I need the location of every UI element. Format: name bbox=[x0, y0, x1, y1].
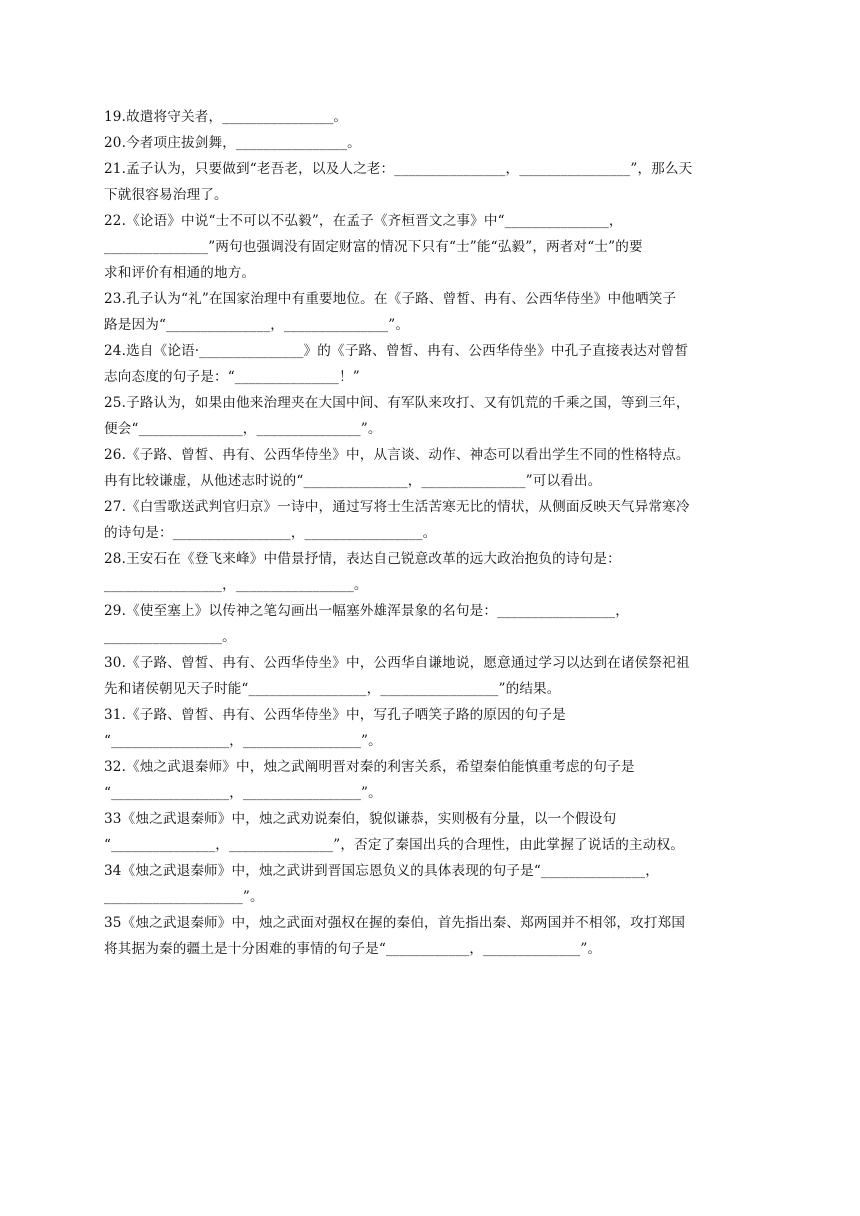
q30-line-2: 先和诸侯朝见天子时能“_________________，_________________”的结果。 bbox=[104, 681, 561, 697]
q23-line-2: 路是因为“_______________，_______________”。 bbox=[104, 317, 410, 333]
q35-line-2: 将其据为秦的疆土是十分困难的事情的句子是“____________，______________”。 bbox=[104, 941, 602, 957]
q21-line-1: 21.孟子认为，只要做到“老吾老，以及人之老：________________，________________”，那么天 bbox=[104, 161, 693, 177]
q29-line-2: _________________。 bbox=[104, 629, 236, 645]
q20-line-1: 20.今者项庄拔剑舞，________________。 bbox=[104, 135, 361, 151]
q29-line-1: 29.《使至塞上》以传神之笔勾画出一幅塞外雄浑景象的名句是：_________________， bbox=[104, 603, 629, 619]
q23-line-1: 23.孔子认为“礼”在国家治理中有重要地位。在《子路、曾皙、冉有、公西华侍坐》中他哂笑子 bbox=[104, 291, 677, 307]
q31-line-2: “_________________，_________________”。 bbox=[104, 733, 382, 749]
q33-line-2: “_______________，_______________”，否定了秦国出兵的合理性，由此掌握了说话的主动权。 bbox=[104, 837, 684, 853]
q28-line-2: _________________，_________________。 bbox=[104, 577, 368, 593]
q28-line-1: 28.王安石在《登飞来峰》中借景抒情，表达自己锐意改革的远大政治抱负的诗句是： bbox=[104, 551, 621, 567]
q21-line-2: 下就很容易治理了。 bbox=[104, 187, 228, 203]
q26-line-2: 冉有比较谦虚，从他述志时说的“_______________，_______________”可以看出。 bbox=[104, 473, 602, 489]
q27-line-2: 的诗句是：_________________，_________________。 bbox=[104, 525, 437, 541]
q19-line-1: 19.故遣将守关者，________________。 bbox=[104, 109, 348, 125]
question-list bbox=[104, 104, 768, 962]
q32-line-1: 32.《烛之武退秦师》中，烛之武阐明晋对秦的利害关系，希望秦伯能慎重考虑的句子是 bbox=[104, 759, 635, 775]
q30-line-1: 30.《子路、曾皙、冉有、公西华侍坐》中，公西华自谦地说，愿意通过学习以达到在诸侯祭祀祖 bbox=[104, 655, 690, 671]
q34-line-2: ____________________”。 bbox=[104, 889, 264, 905]
q31-line-1: 31.《子路、曾皙、冉有、公西华侍坐》中，写孔子哂笑子路的原因的句子是 bbox=[104, 707, 566, 723]
q22-line-3: 求和评价有相通的地方。 bbox=[104, 265, 256, 281]
q25-line-1: 25.子路认为，如果由他来治理夹在大国中间、有军队来攻打、又有饥荒的千乘之国，等到三年， bbox=[104, 395, 690, 411]
q35-line-1: 35《烛之武退秦师》中，烛之武面对强权在握的秦伯，首先指出秦、郑两国并不相邻，攻打郑国 bbox=[104, 915, 686, 931]
q24-line-1: 24.选自《论语·_______________》的《子路、曾皙、冉有、公西华侍坐》中孔子直接表达对曾皙 bbox=[104, 343, 689, 359]
q22-line-1: 22.《论语》中说“士不可以不弘毅”，在孟子《齐桓晋文之事》中“_______________， bbox=[104, 213, 623, 229]
q22-line-2: _______________”两句也强调没有固定财富的情况下只有“士”能“弘毅”，两者对“士”的要 bbox=[104, 239, 643, 255]
q27-line-1: 27.《白雪歌送武判官归京》一诗中，通过写将士生活苦寒无比的情状，从侧面反映天气异常寒冷 bbox=[104, 499, 690, 515]
q26-line-1: 26.《子路、曾皙、冉有、公西华侍坐》中，从言谈、动作、神态可以看出学生不同的性格特点。 bbox=[104, 447, 690, 463]
q25-line-2: 便会“_______________，_______________”。 bbox=[104, 421, 382, 437]
q33-line-1: 33《烛之武退秦师》中，烛之武劝说秦伯，貌似谦恭，实则极有分量，以一个假设句 bbox=[104, 811, 617, 827]
q32-line-2: “_________________，_________________”。 bbox=[104, 785, 382, 801]
q24-line-2: 志向态度的句子是：“_______________！” bbox=[104, 369, 360, 385]
q34-line-1: 34《烛之武退秦师》中，烛之武讲到晋国忘恩负义的具体表现的句子是“_______________， bbox=[104, 863, 659, 879]
